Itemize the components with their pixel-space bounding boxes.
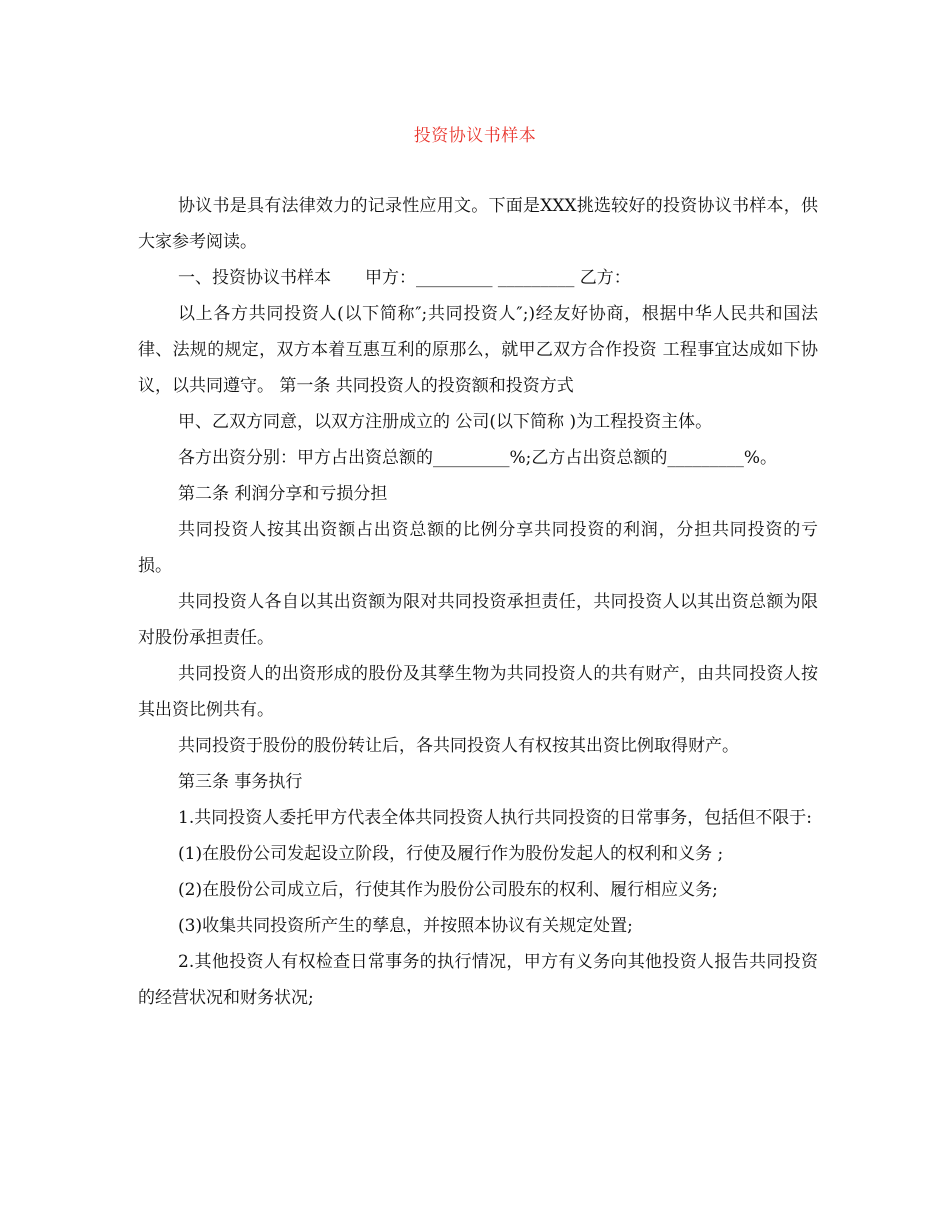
paragraph-parties: 一、投资协议书样本 甲方：_________ _________ 乙方： <box>178 268 631 288</box>
article-3-heading: 第三条 事务执行 <box>178 772 303 792</box>
paragraph-item-2: (2)在股份公司成立后，行使其作为股份公司股东的权利、履行相应义务; <box>178 880 718 900</box>
paragraph-entity: 甲、乙双方同意，以双方注册成立的 公司(以下简称 )为工程投资主体。 <box>178 412 713 432</box>
paragraph-inspection: 2.其他投资人有权检查日常事务的执行情况，甲方有义务向其他投资人报告共同投资的经营状况和财务状况; <box>138 952 818 1008</box>
paragraph-delegation: 1.共同投资人委托甲方代表全体共同投资人执行共同投资的日常事务，包括但不限于: <box>178 808 812 828</box>
paragraph-profit-sharing: 共同投资人按其出资额占出资总额的比例分享共同投资的利润，分担共同投资的亏损。 <box>138 520 818 576</box>
paragraph-item-1: (1)在股份公司发起设立阶段，行使及履行作为股份发起人的权利和义务 ; <box>178 844 724 864</box>
paragraph-intro: 协议书是具有法律效力的记录性应用文。下面是XXX挑选较好的投资协议书样本，供大家参考阅读。 <box>138 196 818 252</box>
article-2-heading: 第二条 利润分享和亏损分担 <box>178 484 388 504</box>
paragraph-contribution: 各方出资分别：甲方占出资总额的_________%;乙方占出资总额的_________%。 <box>178 448 778 468</box>
paragraph-item-3: (3)收集共同投资所产生的孳息，并按照本协议有关规定处置; <box>178 916 633 936</box>
paragraph-common-property: 共同投资人的出资形成的股份及其孳生物为共同投资人的共有财产，由共同投资人按其出资比例共有。 <box>138 664 818 720</box>
paragraph-preamble: 以上各方共同投资人(以下简称″;共同投资人″;)经友好协商，根据中华人民共和国法律、法规的规定，双方本着互惠互利的原那么，就甲乙双方合作投资 工程事宜达成如下协议，以共同遵守。 第一条 共同投资人的投资额和投资方式 <box>138 304 818 396</box>
document-body <box>138 188 818 1016</box>
paragraph-liability: 共同投资人各自以其出资额为限对共同投资承担责任，共同投资人以其出资总额为限对股份承担责任。 <box>138 592 818 648</box>
document-title: 投资协议书样本 <box>413 126 537 146</box>
paragraph-share-transfer: 共同投资于股份的股份转让后，各共同投资人有权按其出资比例取得财产。 <box>178 736 739 756</box>
